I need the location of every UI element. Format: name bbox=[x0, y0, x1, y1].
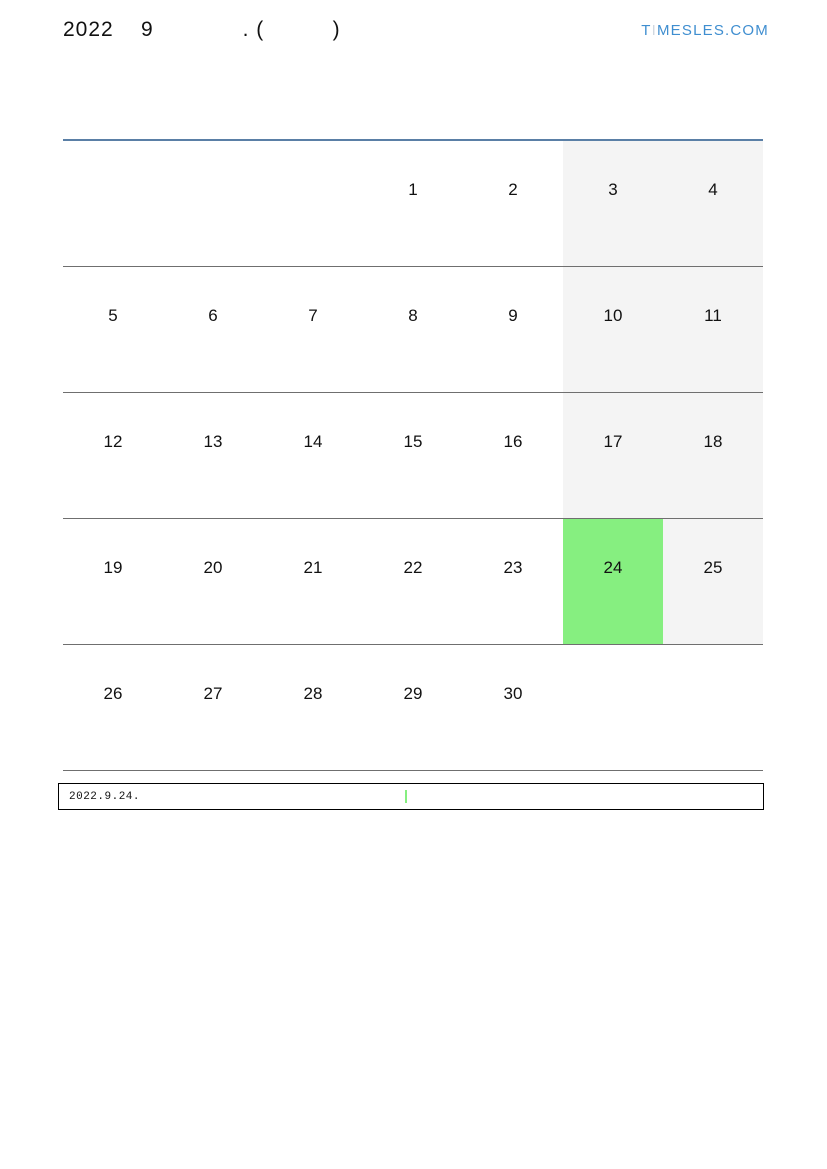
calendar-cell-day[interactable] bbox=[563, 141, 663, 267]
calendar-cell-day[interactable] bbox=[263, 267, 363, 393]
calendar-day-number: 2 bbox=[508, 180, 518, 199]
calendar-day-number: 5 bbox=[108, 306, 118, 325]
calendar-cell-day[interactable] bbox=[263, 519, 363, 645]
calendar-cell-day[interactable] bbox=[463, 645, 563, 771]
calendar-day-number: 4 bbox=[708, 180, 718, 199]
brand-accent: I bbox=[651, 22, 657, 39]
calendar-week-row bbox=[63, 141, 763, 267]
calendar-day-number: 7 bbox=[308, 306, 318, 325]
page-header bbox=[0, 0, 827, 70]
calendar-day-number: 1 bbox=[408, 180, 418, 199]
calendar-week-row bbox=[63, 519, 763, 645]
calendar-day-number: 18 bbox=[703, 432, 723, 451]
calendar bbox=[63, 139, 763, 771]
calendar-cell-day[interactable] bbox=[463, 519, 563, 645]
calendar-cell-empty bbox=[63, 141, 163, 267]
calendar-cell-day[interactable] bbox=[163, 519, 263, 645]
calendar-cell-day[interactable] bbox=[363, 393, 463, 519]
calendar-day-number: 10 bbox=[603, 306, 623, 325]
note-text: 2022.9.24. bbox=[69, 791, 141, 803]
calendar-day-number bbox=[263, 141, 363, 181]
calendar-day-number: 23 bbox=[503, 558, 523, 577]
calendar-day-number bbox=[663, 645, 763, 685]
calendar-cell-day[interactable] bbox=[463, 393, 563, 519]
calendar-day-number bbox=[563, 645, 663, 685]
calendar-cell-empty bbox=[563, 645, 663, 771]
calendar-day-number: 30 bbox=[503, 684, 523, 703]
calendar-cell-day[interactable] bbox=[563, 393, 663, 519]
calendar-day-number bbox=[163, 141, 263, 181]
calendar-week-row bbox=[63, 393, 763, 519]
calendar-day-number: 3 bbox=[608, 180, 618, 199]
calendar-day-number: 19 bbox=[103, 558, 123, 577]
note-input-box[interactable] bbox=[58, 783, 764, 810]
calendar-day-number: 21 bbox=[303, 558, 323, 577]
calendar-cell-day[interactable] bbox=[63, 267, 163, 393]
calendar-day-number: 27 bbox=[203, 684, 223, 703]
calendar-cell-empty bbox=[163, 141, 263, 267]
calendar-day-number: 6 bbox=[208, 306, 218, 325]
calendar-cell-day[interactable] bbox=[463, 267, 563, 393]
brand-prefix: T bbox=[641, 22, 652, 39]
calendar-cell-day[interactable] bbox=[63, 519, 163, 645]
calendar-cell-day[interactable] bbox=[363, 519, 463, 645]
brand-suffix: MESLES.COM bbox=[656, 22, 769, 39]
calendar-day-number: 26 bbox=[103, 684, 123, 703]
calendar-cell-day[interactable] bbox=[163, 267, 263, 393]
calendar-cell-day[interactable] bbox=[163, 393, 263, 519]
calendar-cell-day[interactable] bbox=[363, 141, 463, 267]
calendar-day-number: 20 bbox=[203, 558, 223, 577]
calendar-grid bbox=[63, 141, 763, 771]
calendar-cell-selected-day[interactable] bbox=[563, 519, 663, 645]
calendar-day-number bbox=[63, 141, 163, 181]
calendar-day-number: 29 bbox=[403, 684, 423, 703]
calendar-day-number: 25 bbox=[703, 558, 723, 577]
calendar-cell-day[interactable] bbox=[63, 645, 163, 771]
calendar-day-number: 9 bbox=[508, 306, 518, 325]
text-caret bbox=[405, 790, 407, 803]
calendar-day-number: 22 bbox=[403, 558, 423, 577]
calendar-cell-empty bbox=[263, 141, 363, 267]
calendar-cell-day[interactable] bbox=[663, 393, 763, 519]
calendar-cell-day[interactable] bbox=[563, 267, 663, 393]
calendar-cell-day[interactable] bbox=[363, 267, 463, 393]
calendar-cell-day[interactable] bbox=[263, 393, 363, 519]
site-brand bbox=[641, 22, 769, 39]
calendar-day-number: 15 bbox=[403, 432, 423, 451]
calendar-day-number: 13 bbox=[203, 432, 223, 451]
calendar-cell-day[interactable] bbox=[363, 645, 463, 771]
calendar-cell-day[interactable] bbox=[163, 645, 263, 771]
calendar-cell-day[interactable] bbox=[463, 141, 563, 267]
calendar-cell-empty bbox=[663, 645, 763, 771]
calendar-cell-day[interactable] bbox=[663, 519, 763, 645]
calendar-day-number: 8 bbox=[408, 306, 418, 325]
calendar-day-number: 17 bbox=[603, 432, 623, 451]
calendar-cell-day[interactable] bbox=[663, 267, 763, 393]
calendar-cell-day[interactable] bbox=[263, 645, 363, 771]
calendar-day-number: 11 bbox=[704, 306, 722, 325]
calendar-day-number: 24 bbox=[603, 558, 623, 577]
page-title: 2022 9 . ( ) bbox=[63, 18, 341, 41]
calendar-week-row bbox=[63, 267, 763, 393]
calendar-cell-day[interactable] bbox=[663, 141, 763, 267]
calendar-day-number: 12 bbox=[103, 432, 123, 451]
calendar-day-number: 28 bbox=[303, 684, 323, 703]
calendar-week-row bbox=[63, 645, 763, 771]
calendar-day-number: 16 bbox=[503, 432, 523, 451]
calendar-day-number: 14 bbox=[303, 432, 323, 451]
calendar-cell-day[interactable] bbox=[63, 393, 163, 519]
